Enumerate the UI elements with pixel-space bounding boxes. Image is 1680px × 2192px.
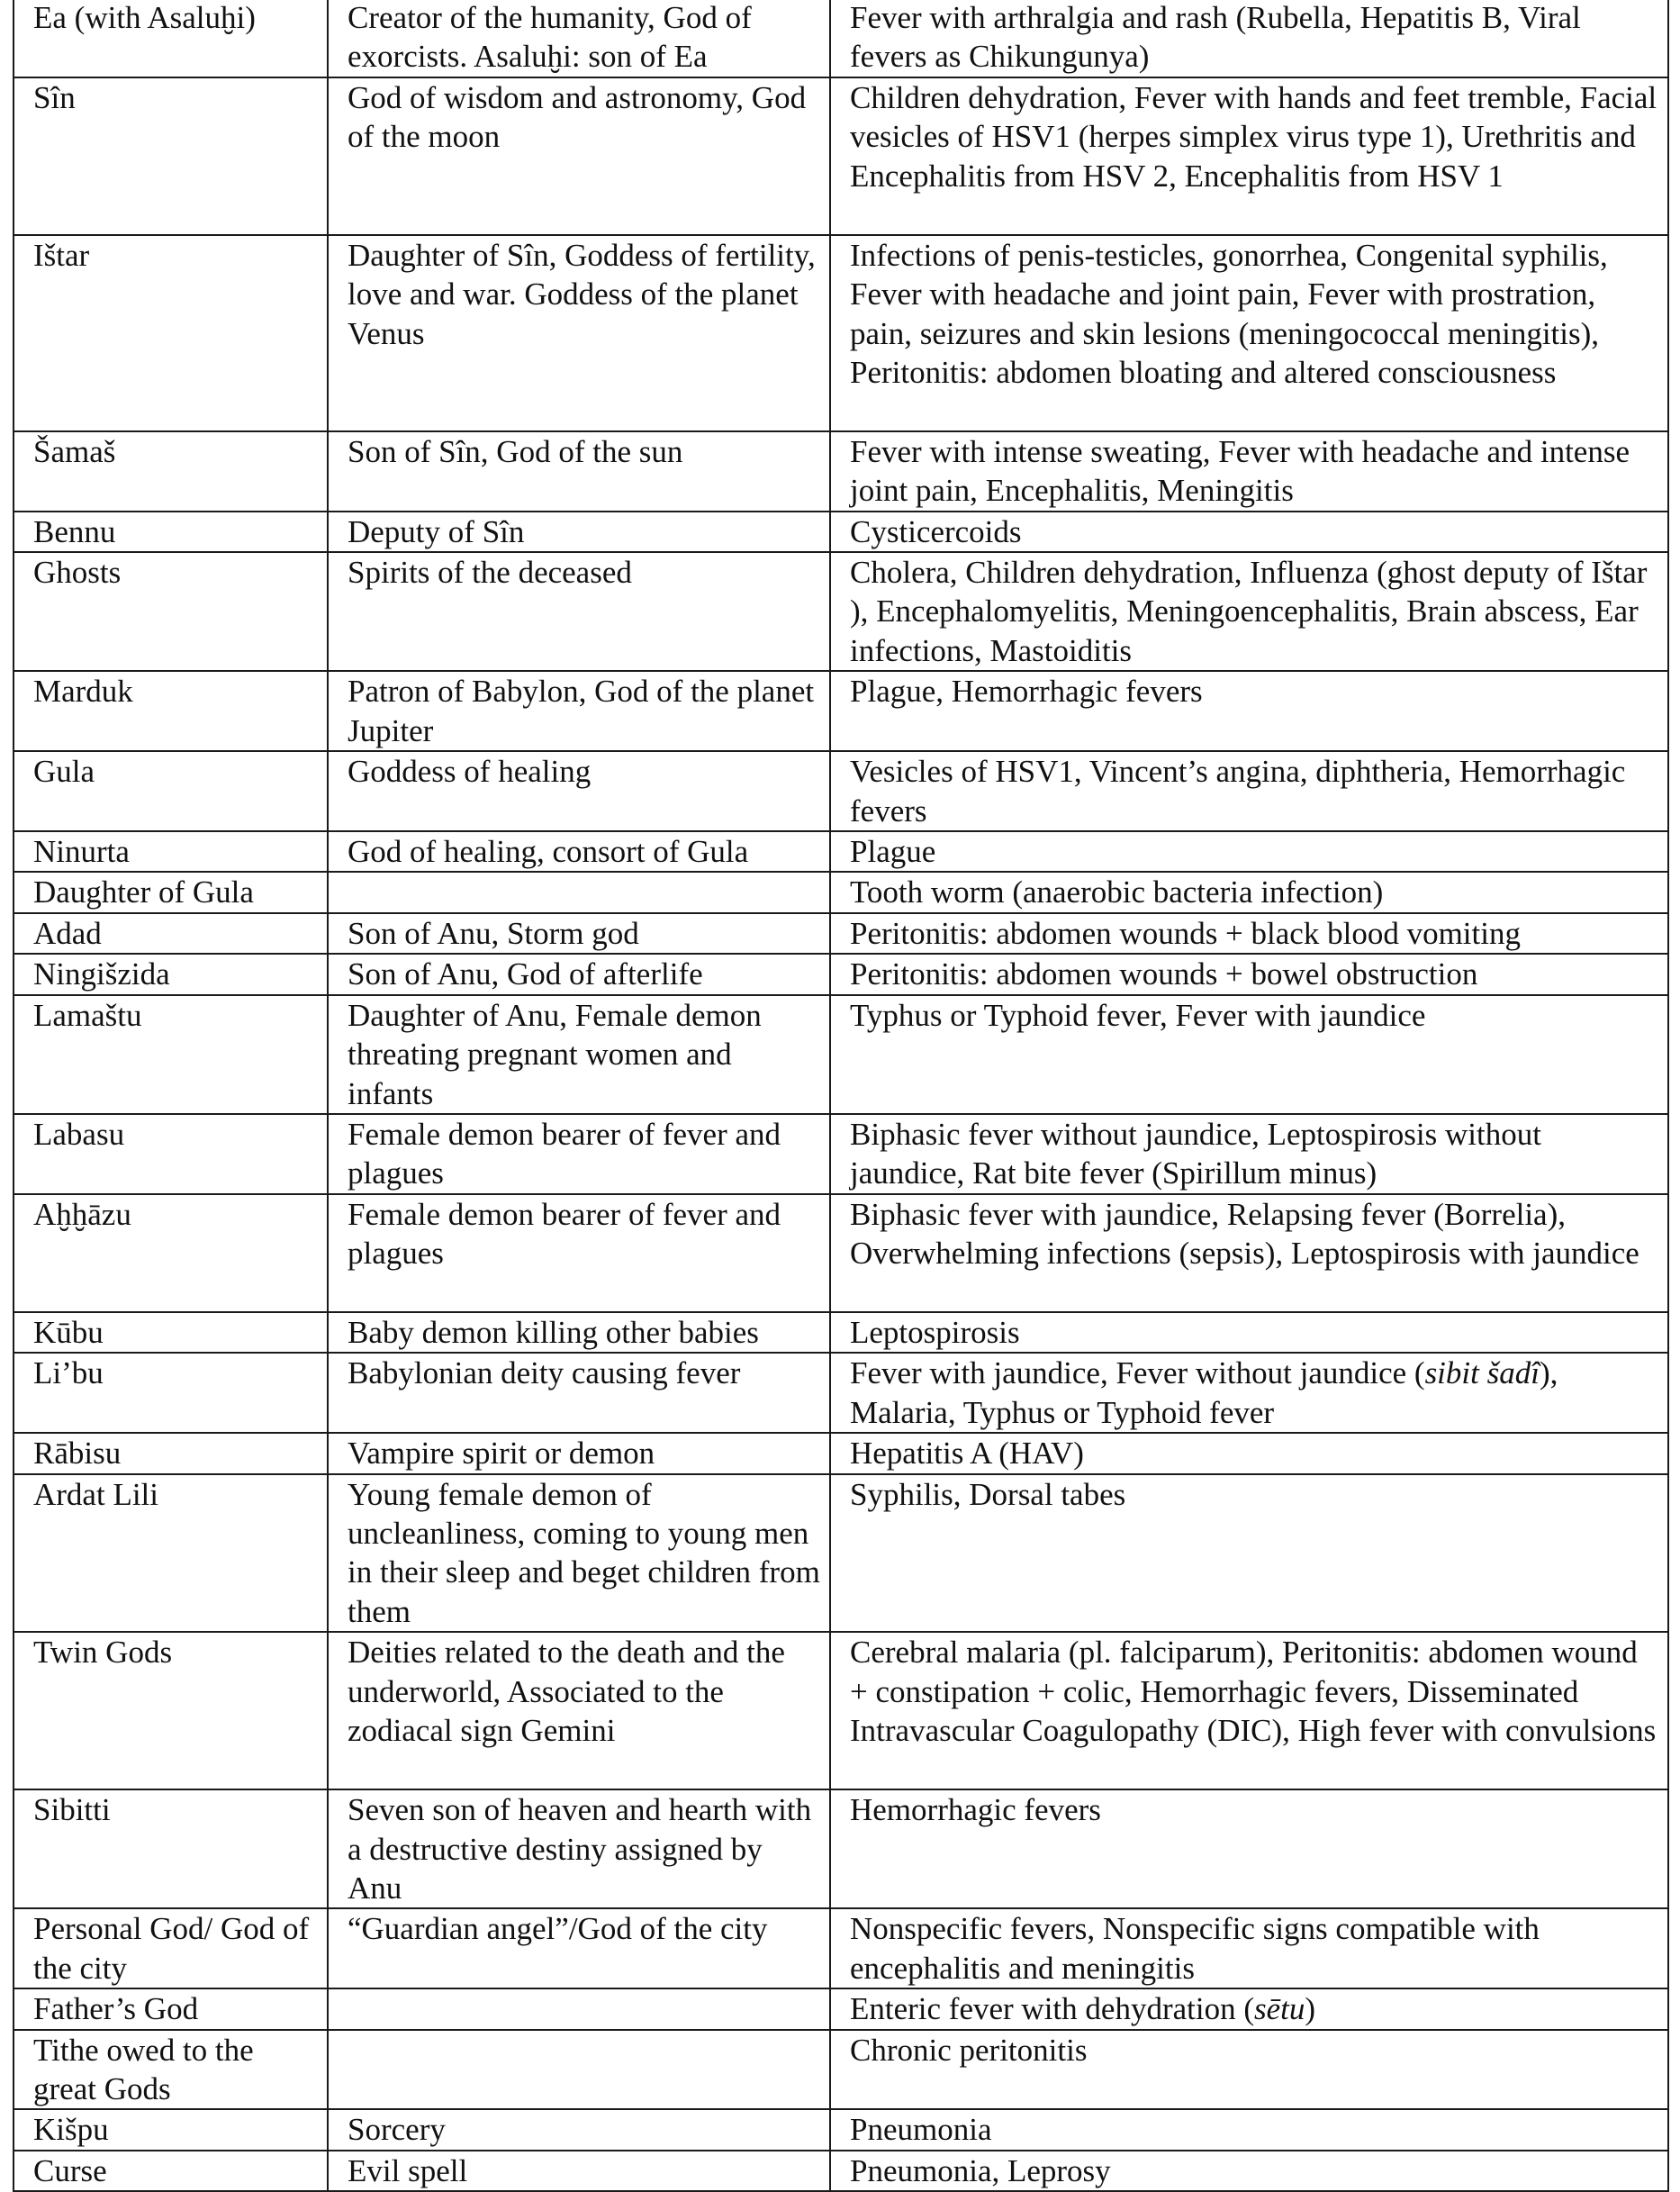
- deity-cell: Ištar: [14, 235, 328, 431]
- table-row: [14, 1194, 1668, 1312]
- description-cell: [328, 872, 830, 912]
- table-row: [14, 872, 1668, 912]
- description-cell: Goddess of healing: [328, 751, 830, 831]
- description-cell: Baby demon killing other babies: [328, 1312, 830, 1353]
- description-cell: Deities related to the death and the underworld, Associated to the zodiacal sign Gemini: [328, 1632, 830, 1789]
- deity-cell: Twin Gods: [14, 1632, 328, 1789]
- description-cell: Spirits of the deceased: [328, 552, 830, 671]
- deity-cell: Daughter of Gula: [14, 872, 328, 912]
- table-row: [14, 552, 1668, 671]
- diseases-cell: Children dehydration, Fever with hands and feet tremble, Facial vesicles of HSV1 (herpes simplex virus type 1), Urethritis and Encephalitis from HSV 2, Encephalitis from HSV 1: [830, 77, 1668, 235]
- deity-cell: Adad: [14, 913, 328, 954]
- description-cell: Daughter of Anu, Female demon threating pregnant women and infants: [328, 995, 830, 1114]
- description-cell: Young female demon of uncleanliness, coming to young men in their sleep and beget children from them: [328, 1474, 830, 1633]
- table-row: [14, 77, 1668, 235]
- table-row: [14, 1353, 1668, 1433]
- description-cell: Babylonian deity causing fever: [328, 1353, 830, 1433]
- diseases-cell: Biphasic fever without jaundice, Leptospirosis without jaundice, Rat bite fever (Spirillum minus): [830, 1114, 1668, 1194]
- deity-cell: Bennu: [14, 512, 328, 552]
- diseases-cell: Pneumonia: [830, 2109, 1668, 2150]
- description-cell: God of wisdom and astronomy, God of the moon: [328, 77, 830, 235]
- diseases-cell: Syphilis, Dorsal tabes: [830, 1474, 1668, 1633]
- table-row: [14, 831, 1668, 872]
- table-row: [14, 1632, 1668, 1789]
- description-cell: Creator of the humanity, God of exorcists. Asaluḫi: son of Ea: [328, 0, 830, 77]
- italic-term: sētu: [1253, 1991, 1305, 2027]
- table-row: [14, 235, 1668, 431]
- deity-cell: Lamaštu: [14, 995, 328, 1114]
- description-cell: [328, 1988, 830, 2029]
- deity-cell: Labasu: [14, 1114, 328, 1194]
- deity-cell: Sîn: [14, 77, 328, 235]
- deity-cell: Ea (with Asaluḫi): [14, 0, 328, 77]
- deity-cell: Kišpu: [14, 2109, 328, 2150]
- table-row: [14, 1474, 1668, 1633]
- diseases-cell: Peritonitis: abdomen wounds + bowel obstruction: [830, 954, 1668, 994]
- table-row: [14, 1433, 1668, 1473]
- diseases-cell: Peritonitis: abdomen wounds + black blood vomiting: [830, 913, 1668, 954]
- description-cell: Son of Anu, God of afterlife: [328, 954, 830, 994]
- diseases-cell: Hepatitis A (HAV): [830, 1433, 1668, 1473]
- table-row: [14, 1908, 1668, 1988]
- description-cell: Daughter of Sîn, Goddess of fertility, love and war. Goddess of the planet Venus: [328, 235, 830, 431]
- table-row: [14, 954, 1668, 994]
- description-cell: “Guardian angel”/God of the city: [328, 1908, 830, 1988]
- diseases-cell: Tooth worm (anaerobic bacteria infection): [830, 872, 1668, 912]
- description-cell: Sorcery: [328, 2109, 830, 2150]
- deity-disease-table: [13, 0, 1669, 2192]
- description-cell: [328, 2030, 830, 2110]
- diseases-cell: Pneumonia, Leprosy: [830, 2151, 1668, 2191]
- deity-cell: Šamaš: [14, 431, 328, 512]
- diseases-cell: Enteric fever with dehydration (sētu): [830, 1988, 1668, 2029]
- diseases-cell: Biphasic fever with jaundice, Relapsing fever (Borrelia), Overwhelming infections (sepsis), Leptospirosis with jaundice: [830, 1194, 1668, 1312]
- diseases-cell: Cerebral malaria (pl. falciparum), Peritonitis: abdomen wound + constipation + colic, Hemorrhagic fevers, Disseminated Intravascular Coagulopathy (DIC), High fever with convulsions: [830, 1632, 1668, 1789]
- diseases-cell: Fever with intense sweating, Fever with headache and intense joint pain, Encephalitis, Meningitis: [830, 431, 1668, 512]
- table-row: [14, 671, 1668, 751]
- table-row: [14, 1114, 1668, 1194]
- diseases-cell: Fever with jaundice, Fever without jaundice (sibit šadî), Malaria, Typhus or Typhoid fever: [830, 1353, 1668, 1433]
- diseases-cell: Fever with arthralgia and rash (Rubella, Hepatitis B, Viral fevers as Chikungunya): [830, 0, 1668, 77]
- document-page: [13, 0, 1667, 2192]
- description-cell: Evil spell: [328, 2151, 830, 2191]
- table-row: [14, 0, 1668, 77]
- diseases-cell: Vesicles of HSV1, Vincent’s angina, diphtheria, Hemorrhagic fevers: [830, 751, 1668, 831]
- table-row: [14, 913, 1668, 954]
- diseases-cell: Chronic peritonitis: [830, 2030, 1668, 2110]
- table-row: [14, 995, 1668, 1114]
- description-cell: Female demon bearer of fever and plagues: [328, 1114, 830, 1194]
- diseases-cell: Nonspecific fevers, Nonspecific signs compatible with encephalitis and meningitis: [830, 1908, 1668, 1988]
- deity-cell: Gula: [14, 751, 328, 831]
- diseases-cell: Plague, Hemorrhagic fevers: [830, 671, 1668, 751]
- table-row: [14, 2109, 1668, 2150]
- deity-cell: Father’s God: [14, 1988, 328, 2029]
- table-row: [14, 2030, 1668, 2110]
- diseases-cell: Plague: [830, 831, 1668, 872]
- deity-cell: Tithe owed to the great Gods: [14, 2030, 328, 2110]
- table-row: [14, 512, 1668, 552]
- diseases-cell: Infections of penis-testicles, gonorrhea, Congenital syphilis, Fever with headache and joint pain, Fever with prostration, pain, seizures and skin lesions (meningococcal meningitis), Peritonitis: abdomen bloating and altered consciousness: [830, 235, 1668, 431]
- deity-cell: Ghosts: [14, 552, 328, 671]
- description-cell: Seven son of heaven and hearth with a destructive destiny assigned by Anu: [328, 1789, 830, 1908]
- description-cell: Patron of Babylon, God of the planet Jupiter: [328, 671, 830, 751]
- diseases-cell: Typhus or Typhoid fever, Fever with jaundice: [830, 995, 1668, 1114]
- deity-cell: Rābisu: [14, 1433, 328, 1473]
- description-cell: Son of Sîn, God of the sun: [328, 431, 830, 512]
- italic-term: sibit šadî: [1424, 1355, 1540, 1391]
- deity-cell: Ardat Lili: [14, 1474, 328, 1633]
- table-row: [14, 431, 1668, 512]
- description-cell: Son of Anu, Storm god: [328, 913, 830, 954]
- table-row: [14, 751, 1668, 831]
- deity-cell: Curse: [14, 2151, 328, 2191]
- deity-cell: Li’bu: [14, 1353, 328, 1433]
- table-row: [14, 1988, 1668, 2029]
- description-cell: Female demon bearer of fever and plagues: [328, 1194, 830, 1312]
- deity-cell: Aḫḫāzu: [14, 1194, 328, 1312]
- diseases-cell: Hemorrhagic fevers: [830, 1789, 1668, 1908]
- diseases-cell: Leptospirosis: [830, 1312, 1668, 1353]
- diseases-cell: Cysticercoids: [830, 512, 1668, 552]
- deity-cell: Ninurta: [14, 831, 328, 872]
- deity-cell: Ningišzida: [14, 954, 328, 994]
- deity-cell: Personal God/ God of the city: [14, 1908, 328, 1988]
- table-row: [14, 1789, 1668, 1908]
- diseases-cell: Cholera, Children dehydration, Influenza (ghost deputy of Ištar ), Encephalomyelitis, Meningoencephalitis, Brain abscess, Ear infections, Mastoiditis: [830, 552, 1668, 671]
- deity-cell: Kūbu: [14, 1312, 328, 1353]
- deity-cell: Marduk: [14, 671, 328, 751]
- description-cell: Deputy of Sîn: [328, 512, 830, 552]
- table-row: [14, 1312, 1668, 1353]
- description-cell: God of healing, consort of Gula: [328, 831, 830, 872]
- description-cell: Vampire spirit or demon: [328, 1433, 830, 1473]
- deity-cell: Sibitti: [14, 1789, 328, 1908]
